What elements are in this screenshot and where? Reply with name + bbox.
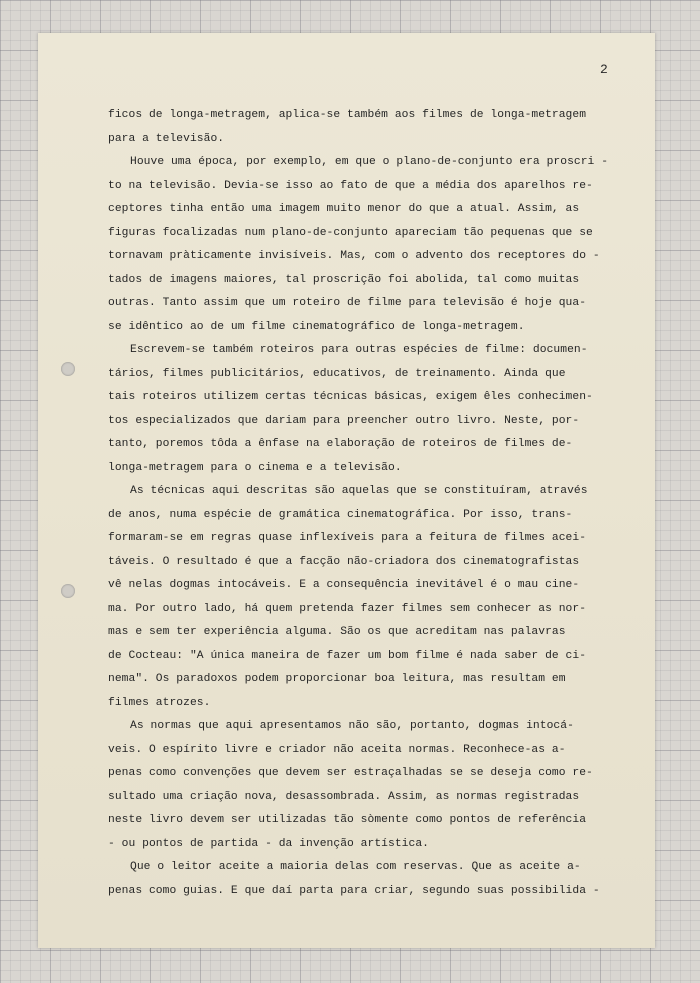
text-line: outras. Tanto assim que um roteiro de filme para televisão é hoje qua- — [108, 297, 587, 309]
text-line: táveis. O resultado é que a facção não-criadora dos cinematografistas — [108, 555, 580, 568]
text-line: penas como convenções que devem ser estraçalhadas se se deseja como re- — [108, 767, 593, 779]
text-line: de Cocteau: "A única maneira de fazer um bom filme é nada saber de ci- — [108, 649, 587, 662]
text-line: ceptores tinha então uma imagem muito menor do que a atual. Assim, as — [108, 203, 580, 215]
text-line: ficos de longa-metragem, aplica-se também aos filmes de longa-metragem — [108, 109, 587, 121]
text-line: longa-metragem para o cinema e a televisão. — [108, 461, 402, 474]
text-line: figuras focalizadas num plano-de-conjunto apareciam tão pequenas que se — [108, 226, 593, 239]
text-line: tos especializados que dariam para preencher outro livro. Neste, por- — [108, 414, 580, 427]
text-line: Que o leitor aceite a maioria delas com reservas. Que as aceite a- — [130, 861, 581, 873]
text-line: to na televisão. Devia-se isso ao fato de que a média dos aparelhos re- — [108, 179, 593, 192]
text-line: se idêntico ao de um filme cinematográfico de longa-metragem. — [108, 320, 525, 333]
text-line: filmes atrozes. — [108, 696, 211, 709]
text-line: veis. O espírito livre e criador não aceita normas. Reconhece-as a- — [108, 743, 566, 756]
text-line: nema". Os paradoxos podem proporcionar boa leitura, mas resultam em — [108, 673, 566, 685]
typewritten-page — [38, 33, 655, 948]
page-number: 2 — [600, 62, 608, 77]
text-line: de anos, numa espécie de gramática cinematográfica. Por isso, trans- — [108, 508, 573, 521]
punch-hole — [61, 584, 75, 598]
text-line: - ou pontos de partida - da invenção artística. — [108, 837, 429, 850]
text-line: As normas que aqui apresentamos não são, portanto, dogmas intocá- — [130, 720, 574, 732]
text-line: para a televisão. — [108, 132, 225, 145]
text-line: Escrevem-se também roteiros para outras espécies de filme: documen- — [130, 344, 588, 356]
text-line: mas e sem ter experiência alguma. São os que acreditam nas palavras — [108, 626, 566, 638]
body-text — [108, 104, 638, 903]
text-line: penas como guias. E que daí parta para criar, segundo suas possibilida - — [108, 884, 600, 897]
text-line: vê nelas dogmas intocáveis. E a consequência inevitável é o mau cine- — [108, 579, 580, 591]
text-line: sultado uma criação nova, desassombrada. Assim, as normas registradas — [108, 790, 580, 803]
text-line: formaram-se em regras quase inflexíveis para a feitura de filmes acei- — [108, 532, 587, 544]
text-line: tados de imagens maiores, tal proscrição foi abolida, tal como muitas — [108, 273, 580, 286]
text-line: Houve uma época, por exemplo, em que o plano-de-conjunto era proscri - — [130, 156, 609, 168]
punch-hole — [61, 362, 75, 376]
text-line: tais roteiros utilizem certas técnicas básicas, exigem êles conhecimen- — [108, 391, 593, 403]
text-line: ma. Por outro lado, há quem pretenda fazer filmes sem conhecer as nor- — [108, 602, 587, 615]
text-line: tornavam pràticamente invisíveis. Mas, com o advento dos receptores do - — [108, 250, 600, 262]
text-line: tanto, poremos tôda a ênfase na elaboração de roteiros de filmes de- — [108, 438, 573, 450]
text-line: tários, filmes publicitários, educativos, de treinamento. Ainda que — [108, 367, 566, 380]
text-line: As técnicas aqui descritas são aquelas que se constituíram, através — [130, 485, 588, 497]
text-line: neste livro devem ser utilizadas tão sòmente como pontos de referência — [108, 814, 587, 826]
